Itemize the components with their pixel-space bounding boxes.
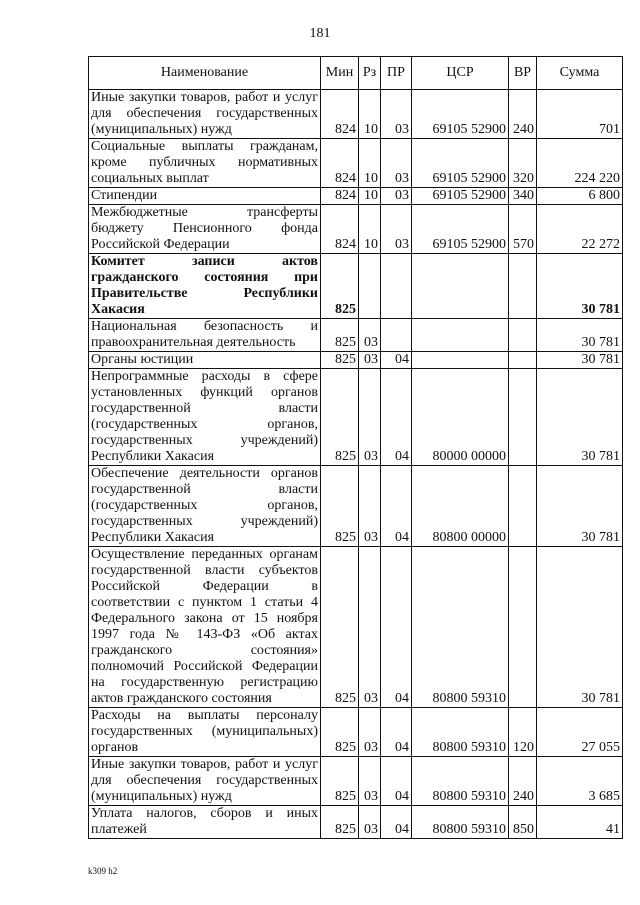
cell-csr — [412, 352, 509, 369]
cell-name: Комитет записи актов гражданского состояния при Правительстве Республики Хакасия — [89, 254, 321, 319]
cell-name: Непрограммные расходы в сфере установленных функций органов государственной власти (государственных органов, государственных учреждений) Республики Хакасия — [89, 369, 321, 466]
cell-vr: 340 — [509, 188, 537, 205]
cell-pr: 03 — [381, 139, 412, 188]
footer-code: k309 h2 — [88, 866, 118, 876]
cell-name: Расходы на выплаты персоналу государственных (муниципальных) органов — [89, 708, 321, 757]
cell-pr: 04 — [381, 547, 412, 708]
cell-sum: 6 800 — [537, 188, 623, 205]
cell-min: 825 — [321, 352, 359, 369]
cell-min: 825 — [321, 466, 359, 547]
cell-min: 825 — [321, 369, 359, 466]
table-row — [89, 369, 623, 466]
cell-name: Органы юстиции — [89, 352, 321, 369]
cell-sum: 30 781 — [537, 369, 623, 466]
cell-vr — [509, 352, 537, 369]
header-min: Мин — [321, 57, 359, 90]
cell-pr: 03 — [381, 90, 412, 139]
cell-rz: 10 — [359, 139, 381, 188]
cell-min: 824 — [321, 188, 359, 205]
cell-sum: 30 781 — [537, 547, 623, 708]
cell-min: 825 — [321, 806, 359, 839]
cell-name: Межбюджетные трансферты бюджету Пенсионного фонда Российской Федерации — [89, 205, 321, 254]
table-row — [89, 254, 623, 319]
cell-csr: 69105 52900 — [412, 188, 509, 205]
cell-vr: 120 — [509, 708, 537, 757]
table-row — [89, 708, 623, 757]
header-name: Наименование — [89, 57, 321, 90]
cell-vr: 240 — [509, 90, 537, 139]
cell-pr — [381, 254, 412, 319]
cell-csr: 80000 00000 — [412, 369, 509, 466]
cell-name: Стипендии — [89, 188, 321, 205]
cell-name: Социальные выплаты гражданам, кроме публичных нормативных социальных выплат — [89, 139, 321, 188]
table-row — [89, 806, 623, 839]
header-csr: ЦСР — [412, 57, 509, 90]
cell-rz: 10 — [359, 90, 381, 139]
page-number: 181 — [309, 26, 331, 41]
table-row — [89, 319, 623, 352]
cell-csr: 80800 59310 — [412, 757, 509, 806]
table-header-row — [89, 57, 623, 90]
cell-rz: 03 — [359, 319, 381, 352]
table-row — [89, 205, 623, 254]
header-sum: Сумма — [537, 57, 623, 90]
header-vr: ВР — [509, 57, 537, 90]
cell-min: 825 — [321, 547, 359, 708]
cell-name: Иные закупки товаров, работ и услуг для обеспечения государственных (муниципальных) нужд — [89, 90, 321, 139]
cell-rz: 03 — [359, 547, 381, 708]
cell-csr — [412, 319, 509, 352]
cell-sum: 30 781 — [537, 254, 623, 319]
cell-sum: 22 272 — [537, 205, 623, 254]
cell-sum: 27 055 — [537, 708, 623, 757]
cell-name: Обеспечение деятельности органов государственной власти (государственных органов, государственных учреждений) Республики Хакасия — [89, 466, 321, 547]
cell-csr: 69105 52900 — [412, 90, 509, 139]
cell-min: 825 — [321, 319, 359, 352]
table-row — [89, 466, 623, 547]
cell-vr: 240 — [509, 757, 537, 806]
header-pr: ПР — [381, 57, 412, 90]
cell-rz: 03 — [359, 352, 381, 369]
cell-rz: 03 — [359, 708, 381, 757]
cell-vr — [509, 319, 537, 352]
cell-rz: 10 — [359, 205, 381, 254]
cell-min: 824 — [321, 90, 359, 139]
cell-name: Уплата налогов, сборов и иных платежей — [89, 806, 321, 839]
cell-min: 825 — [321, 757, 359, 806]
cell-csr: 80800 59310 — [412, 708, 509, 757]
cell-sum: 30 781 — [537, 466, 623, 547]
cell-sum: 701 — [537, 90, 623, 139]
cell-vr — [509, 254, 537, 319]
cell-sum: 3 685 — [537, 757, 623, 806]
table-row — [89, 757, 623, 806]
table-row — [89, 188, 623, 205]
cell-rz: 03 — [359, 369, 381, 466]
cell-pr: 03 — [381, 205, 412, 254]
cell-sum: 224 220 — [537, 139, 623, 188]
cell-vr — [509, 547, 537, 708]
cell-csr: 80800 00000 — [412, 466, 509, 547]
cell-sum: 30 781 — [537, 319, 623, 352]
cell-name: Осуществление переданных органам государственной власти субъектов Российской Федерации в соответствии с пунктом 1 статьи 4 Федерального закона от 15 ноября 1997 года № 143-ФЗ «Об актах гражданского состояния» полномочий Российской Федерации на государственную регистрацию актов гражданского состояния — [89, 547, 321, 708]
table-body — [89, 90, 623, 839]
cell-sum: 30 781 — [537, 352, 623, 369]
table-row — [89, 352, 623, 369]
cell-name: Национальная безопасность и правоохранительная деятельность — [89, 319, 321, 352]
cell-rz: 10 — [359, 188, 381, 205]
cell-sum: 41 — [537, 806, 623, 839]
cell-vr: 320 — [509, 139, 537, 188]
table-row — [89, 139, 623, 188]
cell-pr: 03 — [381, 188, 412, 205]
budget-table — [88, 56, 623, 839]
cell-rz: 03 — [359, 806, 381, 839]
cell-vr — [509, 466, 537, 547]
cell-vr: 570 — [509, 205, 537, 254]
cell-rz — [359, 254, 381, 319]
cell-csr: 80800 59310 — [412, 806, 509, 839]
cell-pr: 04 — [381, 352, 412, 369]
cell-csr: 80800 59310 — [412, 547, 509, 708]
table-row — [89, 90, 623, 139]
header-rz: Рз — [359, 57, 381, 90]
cell-pr: 04 — [381, 369, 412, 466]
cell-pr: 04 — [381, 466, 412, 547]
cell-rz: 03 — [359, 757, 381, 806]
cell-name: Иные закупки товаров, работ и услуг для обеспечения государственных (муниципальных) нужд — [89, 757, 321, 806]
cell-rz: 03 — [359, 466, 381, 547]
table-row — [89, 547, 623, 708]
cell-vr — [509, 369, 537, 466]
cell-csr — [412, 254, 509, 319]
cell-pr: 04 — [381, 806, 412, 839]
cell-pr: 04 — [381, 757, 412, 806]
cell-csr: 69105 52900 — [412, 139, 509, 188]
cell-pr — [381, 319, 412, 352]
cell-min: 824 — [321, 139, 359, 188]
cell-vr: 850 — [509, 806, 537, 839]
cell-min: 825 — [321, 708, 359, 757]
cell-min: 824 — [321, 205, 359, 254]
cell-csr: 69105 52900 — [412, 205, 509, 254]
cell-pr: 04 — [381, 708, 412, 757]
cell-min: 825 — [321, 254, 359, 319]
